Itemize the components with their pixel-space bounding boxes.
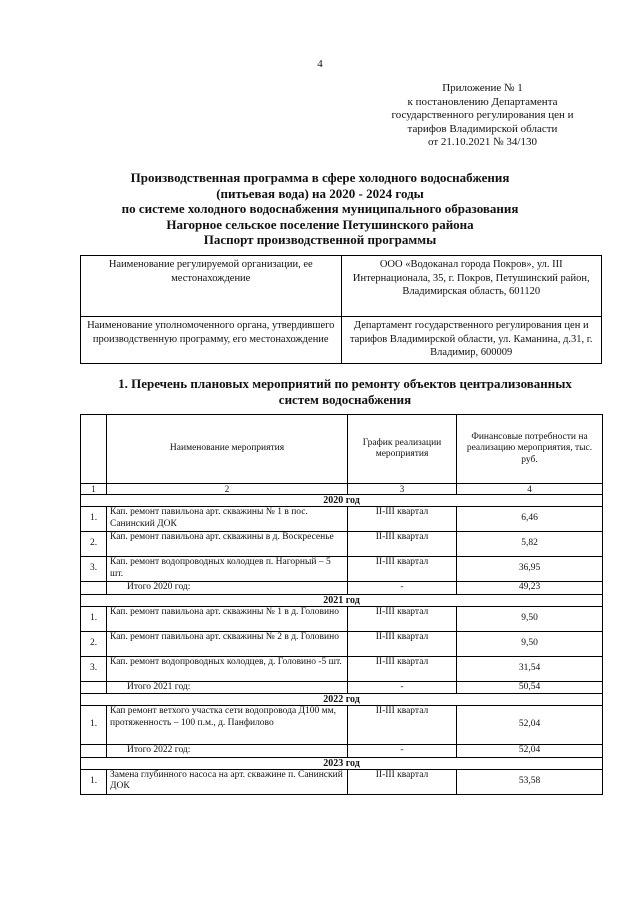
total-row	[81, 582, 603, 595]
table-row	[81, 532, 603, 557]
item-name: Кап. ремонт водопроводных колодцев п. Нагорный – 5 шт.	[107, 557, 348, 582]
item-name: Замена глубинного насоса на арт. скважине п. Санинский ДОК	[107, 769, 348, 794]
title-line: по системе холодного водоснабжения муниципального образования	[121, 201, 519, 216]
page-number: 4	[317, 58, 323, 70]
year-label: 2023 год	[81, 757, 603, 769]
item-number: 2.	[81, 532, 107, 557]
item-number: 1.	[81, 769, 107, 794]
item-schedule: II-III квартал	[348, 606, 457, 631]
item-schedule: II-III квартал	[348, 769, 457, 794]
item-cost: 31,54	[457, 656, 603, 681]
item-schedule: II-III квартал	[348, 656, 457, 681]
title-line: Паспорт производственной программы	[203, 232, 437, 247]
appendix-line: Приложение № 1	[442, 82, 523, 94]
works-table-body	[81, 415, 603, 795]
item-cost: 53,58	[457, 769, 603, 794]
title-line: Производственная программа в сфере холодного водоснабжения	[130, 170, 510, 185]
table-row	[81, 706, 603, 745]
item-name: Кап. ремонт павильона арт. скважины № 1 в пос. Санинский ДОК	[107, 507, 348, 532]
total-row	[81, 681, 603, 694]
year-row	[81, 694, 603, 706]
item-number: 1.	[81, 606, 107, 631]
total-schedule: -	[348, 745, 457, 758]
item-name: Кап. ремонт водопроводных колодцев, д. Головино -5 шт.	[107, 656, 348, 681]
total-label: Итого 2020 год:	[107, 582, 348, 595]
total-row	[81, 745, 603, 758]
passport-value: Департамент государственного регулирования цен и тарифов Владимирской области, ул. Каманина, д.31, г. Владимир, 600009	[341, 317, 602, 364]
table-row	[81, 769, 603, 794]
total-number-cell	[81, 582, 107, 595]
section-title: 1. Перечень плановых мероприятий по ремонту объектов централизованных систем водоснабжения	[118, 376, 572, 407]
works-table	[80, 414, 603, 795]
year-row	[81, 594, 603, 606]
total-cost: 52,04	[457, 745, 603, 758]
total-schedule: -	[348, 681, 457, 694]
appendix-line: от 21.10.2021 № 34/130	[428, 136, 537, 148]
appendix-line: государственного регулирования цен и	[391, 109, 574, 121]
item-schedule: II-III квартал	[348, 532, 457, 557]
item-number: 3.	[81, 656, 107, 681]
item-name: Кап ремонт ветхого участка сети водопровода Д100 мм, протяженность – 100 п.м., д. Панфилово	[107, 706, 348, 745]
passport-label: Наименование уполномоченного органа, утвердившего производственную программу, его местонахождение	[81, 317, 342, 364]
total-label: Итого 2022 год:	[107, 745, 348, 758]
total-cost: 49,23	[457, 582, 603, 595]
table-row	[81, 631, 603, 656]
table-row	[81, 507, 603, 532]
item-number: 3.	[81, 557, 107, 582]
header-cell-number	[81, 415, 107, 484]
item-number: 2.	[81, 631, 107, 656]
item-cost: 9,50	[457, 631, 603, 656]
item-cost: 5,82	[457, 532, 603, 557]
total-number-cell	[81, 745, 107, 758]
header-cell-schedule: График реализации мероприятия	[348, 415, 457, 484]
item-schedule: II-III квартал	[348, 631, 457, 656]
item-schedule: II-III квартал	[348, 706, 457, 745]
item-number: 1.	[81, 706, 107, 745]
item-name: Кап. ремонт павильона арт. скважины в д. Воскресенье	[107, 532, 348, 557]
column-number: 2	[107, 484, 348, 495]
year-label: 2021 год	[81, 594, 603, 606]
item-cost: 6,46	[457, 507, 603, 532]
table-row	[81, 606, 603, 631]
item-cost: 52,04	[457, 706, 603, 745]
passport-row	[81, 317, 602, 364]
appendix-block	[375, 82, 590, 150]
column-numbers-row	[81, 484, 603, 495]
appendix-line: тарифов Владимирской области	[407, 122, 558, 135]
table-header-row	[81, 415, 603, 484]
item-name: Кап. ремонт павильона арт. скважины № 2 в д. Головино	[107, 631, 348, 656]
table-row	[81, 557, 603, 582]
appendix-line: к постановлению Департамента	[407, 95, 558, 108]
passport-label: Наименование регулируемой организации, ее местонахождение	[81, 256, 342, 317]
item-cost: 9,50	[457, 606, 603, 631]
column-number: 1	[81, 484, 107, 495]
year-row	[81, 495, 603, 507]
year-label: 2020 год	[81, 495, 603, 507]
item-name: Кап. ремонт павильона арт. скважины № 1 в д. Головино	[107, 606, 348, 631]
passport-row	[81, 256, 602, 317]
title-line: Нагорное сельское поселение Петушинского района	[166, 216, 474, 232]
item-schedule: II-III квартал	[348, 507, 457, 532]
document-title	[60, 170, 580, 248]
total-cost: 50,54	[457, 681, 603, 694]
total-schedule: -	[348, 582, 457, 595]
passport-table	[80, 255, 602, 364]
total-label: Итого 2021 год:	[107, 681, 348, 694]
total-number-cell	[81, 681, 107, 694]
item-schedule: II-III квартал	[348, 557, 457, 582]
table-row	[81, 656, 603, 681]
header-cell-cost: Финансовые потребности на реализацию мероприятия, тыс. руб.	[457, 415, 603, 484]
title-line: (питьевая вода) на 2020 - 2024 годы	[216, 185, 424, 201]
year-row	[81, 757, 603, 769]
item-cost: 36,95	[457, 557, 603, 582]
column-number: 4	[457, 484, 603, 495]
year-label: 2022 год	[81, 694, 603, 706]
item-number: 1.	[81, 507, 107, 532]
passport-value: ООО «Водоканал города Покров», ул. III Интернационала, 35, г. Покров, Петушинский район, Владимирская область, 601120	[341, 256, 602, 317]
header-cell-name: Наименование мероприятия	[107, 415, 348, 484]
column-number: 3	[348, 484, 457, 495]
